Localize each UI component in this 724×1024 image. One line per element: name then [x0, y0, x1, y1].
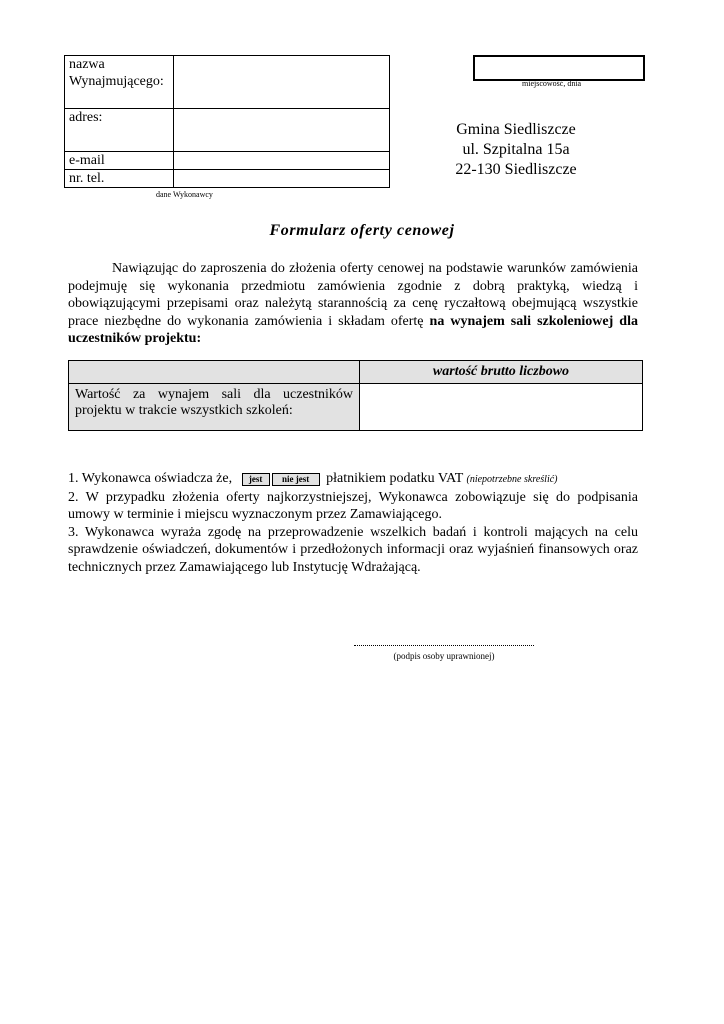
- place-date-field[interactable]: [473, 55, 645, 81]
- statements: [68, 470, 638, 576]
- phone-label: nr. tel.: [65, 170, 174, 188]
- contractor-data-caption: dane Wykonawcy: [156, 190, 213, 199]
- room-rental-label: Wartość za wynajem sali dla uczestników projektu w trakcie wszystkich szkoleń:: [69, 384, 360, 431]
- intro-text: Nawiązując do zaproszenia do złożenia oferty cenowej na podstawie warunków zamówienia podejmuję się wykonania przedmiotu zamówienia zgodnie z dobrą praktyką, wiedzą i obowiązującymi przepisami oraz należytą starannością za cenę ryczałtową obejmującą wszystkie prace niezbędne do wykonania zamówienia i składam ofertę: [68, 261, 638, 329]
- statement-3: 3. Wykonawca wyraża zgodę na przeprowadzenie wszelkich badań i kontroli mających na celu sprawdzenie oświadczeń, dokumentów i przedłożonych informacji oraz wyjaśnień finansowych oraz technicznych przez Zamawiającego lub Instytucję Wdrażającą.: [68, 524, 638, 575]
- statement-2: 2. W przypadku złożenia oferty najkorzystniejszej, Wykonawca zobowiązuje się do podpisania umowy w terminie i miejscu wyznaczonym przez Zamawiającego.: [68, 489, 638, 522]
- option-is-not[interactable]: nie jest: [272, 473, 320, 486]
- recipient-line-3: 22-130 Siedliszcze: [455, 161, 577, 178]
- offer-table-corner: [69, 361, 360, 384]
- address-label: adres:: [65, 109, 174, 152]
- name-field[interactable]: [173, 56, 389, 109]
- phone-field[interactable]: [173, 170, 389, 188]
- email-label: e-mail: [65, 152, 174, 170]
- intro-bold-text: na wynajem sali szkoleniowej dla uczestników projektu:: [68, 313, 638, 346]
- intro-paragraph: [68, 260, 638, 348]
- recipient-line-2: ul. Szpitalna 15a: [462, 141, 570, 158]
- place-date-caption: miejscowość, dnia: [522, 79, 582, 88]
- form-title: Formularz oferty cenowej: [269, 222, 455, 239]
- name-label: nazwa Wynajmującego:: [65, 56, 174, 109]
- address-field[interactable]: [173, 109, 389, 152]
- strike-note: (niepotrzebne skreślić): [466, 474, 558, 485]
- gross-value-header: wartość brutto liczbowo: [360, 361, 643, 384]
- signature-line[interactable]: [354, 645, 534, 646]
- vat-status-selector: [242, 470, 320, 488]
- signature-caption: (podpis osoby uprawnionej): [393, 651, 495, 661]
- option-is[interactable]: jest: [242, 473, 270, 486]
- contractor-data-table: [64, 55, 390, 188]
- email-field[interactable]: [173, 152, 389, 170]
- recipient-line-1: Gmina Siedliszcze: [456, 121, 576, 138]
- offer-table: [68, 360, 643, 431]
- gross-value-field[interactable]: [360, 384, 643, 431]
- recipient-address: [410, 120, 622, 180]
- statement-1: 1. Wykonawca oświadcza że, jest nie jest płatnikiem podatku VAT (niepotrzebne skreślić): [68, 471, 558, 486]
